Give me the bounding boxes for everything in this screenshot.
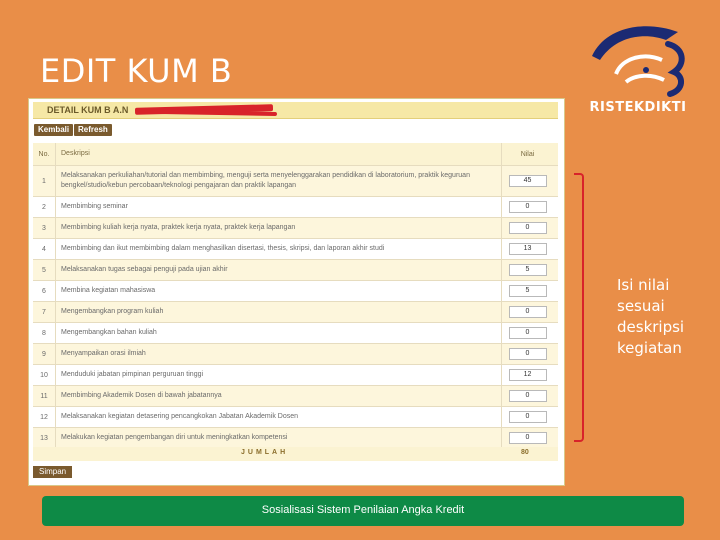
value-input[interactable]: 0 xyxy=(509,306,547,318)
row-number: 11 xyxy=(33,386,56,406)
row-description: Mengembangkan program kuliah xyxy=(56,302,502,322)
back-button[interactable]: Kembali xyxy=(34,124,73,136)
row-description: Membina kegiatan mahasiswa xyxy=(56,281,502,301)
panel-title: DETAIL KUM B A.N xyxy=(47,105,129,115)
column-header-value: Nilai xyxy=(520,150,535,158)
table-row xyxy=(33,239,558,260)
row-number: 13 xyxy=(33,428,56,448)
value-input[interactable]: 45 xyxy=(509,175,547,187)
row-number: 12 xyxy=(33,407,56,427)
row-number: 3 xyxy=(33,218,56,238)
row-description: Menduduki jabatan pimpinan perguruan tinggi xyxy=(56,365,502,385)
logo-text: RISTEKDIKTI xyxy=(589,100,687,115)
kum-b-screenshot xyxy=(28,98,565,486)
row-description: Melaksanakan kegiatan detasering pencangkokan Jabatan Akademik Dosen xyxy=(56,407,502,427)
row-number: 7 xyxy=(33,302,56,322)
total-value: 80 xyxy=(521,449,529,456)
redaction-mark xyxy=(159,110,277,116)
footer-text: Sosialisasi Sistem Penilaian Angka Kredit xyxy=(261,504,465,516)
row-number: 4 xyxy=(33,239,56,259)
table-row xyxy=(33,197,558,218)
row-number: 8 xyxy=(33,323,56,343)
row-description: Membimbing seminar xyxy=(56,197,502,217)
row-description: Menyampaikan orasi ilmiah xyxy=(56,344,502,364)
total-row xyxy=(33,447,558,461)
value-input[interactable]: 0 xyxy=(509,411,547,423)
value-input[interactable]: 13 xyxy=(509,243,547,255)
row-description: Melaksanakan perkuliahan/tutorial dan membimbing, menguji serta menyelenggarakan pendidikan di laboratorium, praktik keguruan bengkel/studio/kebun percobaan/teknologi pengajaran dan praktik lapangan xyxy=(56,166,502,196)
table-row xyxy=(33,365,558,386)
row-description: Membimbing Akademik Dosen di bawah jabatannya xyxy=(56,386,502,406)
table-row xyxy=(33,323,558,344)
value-column-bracket xyxy=(574,173,584,442)
value-input[interactable]: 0 xyxy=(509,201,547,213)
logo-emblem-icon xyxy=(586,18,690,100)
table-row xyxy=(33,260,558,281)
table-row xyxy=(33,281,558,302)
row-description: Membimbing kuliah kerja nyata, praktek kerja nyata, praktek kerja lapangan xyxy=(56,218,502,238)
total-label: JUMLAH xyxy=(241,449,289,456)
row-description: Melaksanakan tugas sebagai penguji pada ujian akhir xyxy=(56,260,502,280)
row-number: 2 xyxy=(33,197,56,217)
ristekdikti-logo xyxy=(586,18,690,118)
save-button[interactable]: Simpan xyxy=(33,466,72,478)
table-row xyxy=(33,302,558,323)
refresh-button[interactable]: Refresh xyxy=(74,124,112,136)
table-row xyxy=(33,428,558,449)
panel-header xyxy=(33,102,558,119)
table-row xyxy=(33,386,558,407)
row-description: Membimbing dan ikut membimbing dalam menghasilkan disertasi, thesis, skripsi, dan laporan akhir studi xyxy=(56,239,502,259)
column-header-desc: Deskripsi xyxy=(56,143,502,165)
value-input[interactable]: 0 xyxy=(509,432,547,444)
value-input[interactable]: 0 xyxy=(509,390,547,402)
column-header-no: No. xyxy=(33,143,56,165)
table-row xyxy=(33,218,558,239)
row-number: 10 xyxy=(33,365,56,385)
row-description: Mengembangkan bahan kuliah xyxy=(56,323,502,343)
table-row xyxy=(33,407,558,428)
row-number: 6 xyxy=(33,281,56,301)
value-input[interactable]: 5 xyxy=(509,285,547,297)
value-input[interactable]: 0 xyxy=(509,222,547,234)
value-input[interactable]: 5 xyxy=(509,264,547,276)
callout-text: Isi nilai sesuai deskripsi kegiatan xyxy=(617,276,685,357)
value-input[interactable]: 12 xyxy=(509,369,547,381)
table-header-row xyxy=(33,143,558,166)
table-row xyxy=(33,166,558,197)
row-number: 9 xyxy=(33,344,56,364)
footer-bar xyxy=(42,496,684,526)
row-number: 5 xyxy=(33,260,56,280)
slide-title: EDIT KUM B xyxy=(40,52,233,90)
value-input[interactable]: 0 xyxy=(509,327,547,339)
value-input[interactable]: 0 xyxy=(509,348,547,360)
row-number: 1 xyxy=(33,166,56,196)
table-row xyxy=(33,344,558,365)
row-description: Melakukan kegiatan pengembangan diri untuk meningkatkan kompetensi xyxy=(56,428,502,448)
